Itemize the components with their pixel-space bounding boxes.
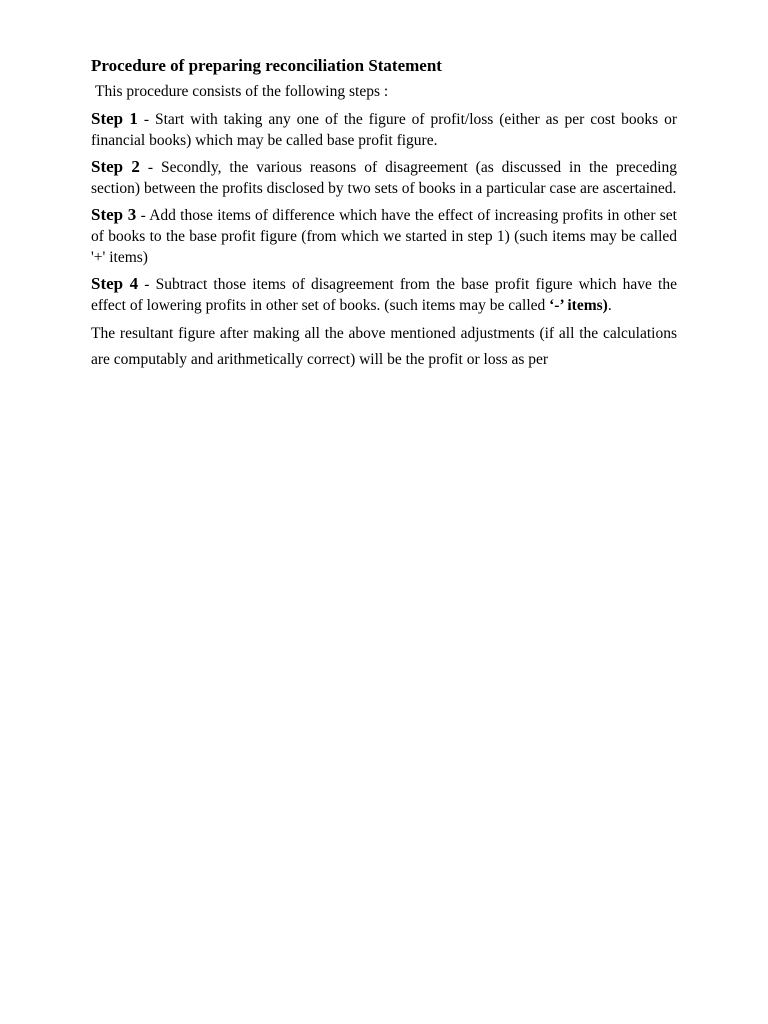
document-title: Procedure of preparing reconciliation Statement bbox=[91, 56, 442, 75]
closing-paragraph: The resultant figure after making all the above mentioned adjustments (if all the calculations are computably and arithmetically correct) will be the profit or loss as per bbox=[91, 325, 677, 368]
step-3-text: - Add those items of difference which have the effect of increasing profits in other set of books to the base profit figure (from which we started in step 1) (such items may be called '+' items) bbox=[91, 207, 677, 266]
step-4-label: Step 4 bbox=[91, 274, 139, 293]
intro-text: This procedure consists of the following steps : bbox=[95, 83, 389, 100]
step-2 bbox=[91, 156, 677, 199]
step-4-period: . bbox=[607, 297, 612, 314]
step-1-label: Step 1 bbox=[91, 109, 138, 128]
step-1 bbox=[91, 108, 677, 151]
step-2-text: - Secondly, the various reasons of disagreement (as discussed in the preceding section) between the profits disclosed by two sets of books in a particular case are ascertained. bbox=[91, 159, 677, 197]
step-3-label: Step 3 bbox=[91, 205, 137, 224]
step-3 bbox=[91, 204, 677, 268]
step-1-text: - Start with taking any one of the figure of profit/loss (either as per cost books or financial books) which may be called base profit figure. bbox=[91, 111, 678, 149]
step-4 bbox=[91, 273, 677, 316]
step-2-label: Step 2 bbox=[91, 157, 140, 176]
step-4-items-term: ‘-’ items) bbox=[549, 297, 608, 314]
step-4-text: - Subtract those items of disagreement from the base profit figure which have the effect of lowering profits in other set of books. (such items may be called bbox=[91, 276, 677, 314]
document-page bbox=[91, 55, 677, 373]
